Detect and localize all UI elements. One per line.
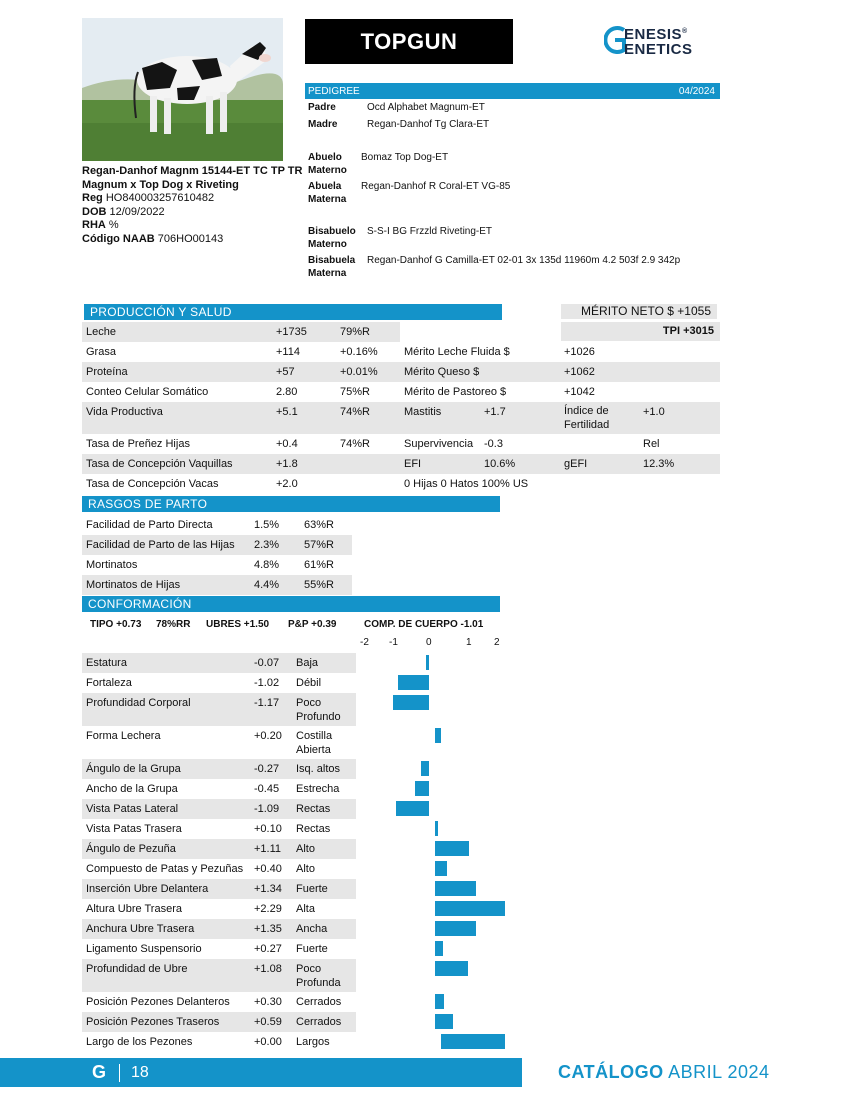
pedigree-label: Bisabuelo <box>308 226 356 237</box>
logo-registered-mark: ® <box>682 28 688 35</box>
axis-tick-label: -2 <box>360 637 369 648</box>
conformation-row <box>82 899 356 919</box>
pedigree-header <box>305 83 720 99</box>
trait-descriptor <box>296 696 341 724</box>
trait-value: +2.29 <box>254 903 282 915</box>
conformation-row <box>82 879 356 899</box>
conformation-row <box>82 693 356 726</box>
pp-summary: P&P +0.39 <box>288 619 337 630</box>
trait-descriptor-line: Baja <box>296 657 319 669</box>
trait-descriptor <box>296 762 340 776</box>
naab-label: Código NAAB <box>82 232 155 245</box>
bull-info-block <box>82 165 307 246</box>
logo-line-1: ENESIS <box>624 26 683 43</box>
trait-descriptor <box>296 656 318 670</box>
page-number: 18 <box>131 1064 149 1081</box>
trait-descriptor <box>296 822 330 836</box>
trait-bar <box>435 921 476 936</box>
trait-bar <box>435 1014 453 1029</box>
trait-bar <box>396 801 429 816</box>
trait-bar <box>435 961 468 976</box>
trait-value: +0.4 <box>276 438 298 450</box>
production-row <box>82 454 720 474</box>
rha-value: % <box>108 219 119 231</box>
trait-descriptor <box>296 962 341 990</box>
trait-reliability: 61%R <box>304 559 334 571</box>
conformation-row <box>82 859 356 879</box>
production-row <box>82 402 720 434</box>
trait-descriptor-line: Rectas <box>296 823 331 835</box>
production-row <box>82 342 720 362</box>
trait-value: +0.20 <box>254 730 282 742</box>
pedigree-label: Madre <box>308 119 338 130</box>
merit-value: +1026 <box>564 346 595 358</box>
conformation-row <box>82 819 356 839</box>
trait-value: +1.34 <box>254 883 282 895</box>
trait-label: Leche <box>86 326 116 338</box>
merit-label: Supervivencia <box>404 438 474 450</box>
trait-descriptor-line: Débil <box>296 677 322 689</box>
trait-value: +1735 <box>276 326 307 338</box>
fertility-value: +1.0 <box>643 406 665 418</box>
trait-label: Tasa de Concepción Vaquillas <box>86 458 233 470</box>
axis-tick-label: 1 <box>466 637 472 648</box>
trait-descriptor <box>296 729 332 757</box>
trait-descriptor <box>296 802 330 816</box>
reg-value: HO840003257610482 <box>105 192 215 204</box>
ubres-summary: UBRES +1.50 <box>206 619 270 630</box>
trait-bar <box>393 695 429 710</box>
trait-label: Forma Lechera <box>86 730 161 742</box>
trait-descriptor-line: Cerrados <box>296 996 342 1008</box>
trait-bar <box>421 761 429 776</box>
pedigree-label-2: Materno <box>308 165 347 176</box>
footer-logo-g: G <box>92 1062 107 1082</box>
trait-label: Profundidad Corporal <box>86 697 191 709</box>
pedigree-title: PEDIGREE <box>308 85 360 97</box>
pedigree-label: Abuelo <box>308 152 342 163</box>
trait-bar <box>435 941 443 956</box>
fertility-index-label <box>564 404 609 432</box>
merit-label: EFI <box>404 458 422 470</box>
trait-reliability: 57%R <box>304 539 334 551</box>
trait-label: Grasa <box>86 346 116 358</box>
dob-label: DOB <box>82 205 107 218</box>
trait-descriptor-line: Costilla <box>296 730 333 742</box>
trait-descriptor-line: Fuerte <box>296 943 328 955</box>
merit-label: Mérito Queso $ <box>404 366 480 378</box>
trait-descriptor-line: Isq. altos <box>296 763 341 775</box>
body-composite-summary: COMP. DE CUERPO -1.01 <box>364 619 484 630</box>
bull-full-name: Regan-Danhof Magnm 15144-ET TC TP TR <box>82 165 303 177</box>
logo-line-2: ENETICS <box>624 41 693 58</box>
trait-reliability: 74%R <box>340 438 370 450</box>
production-row <box>82 362 720 382</box>
conformation-row <box>82 779 356 799</box>
conformation-row <box>82 959 356 992</box>
trait-label: Largo de los Pezones <box>86 1036 193 1048</box>
trait-extra: +0.01% <box>340 366 378 378</box>
trait-descriptor-line: Abierta <box>296 744 331 756</box>
trait-descriptor-line: Alto <box>296 843 315 855</box>
catalog-title-date: ABRIL 2024 <box>668 1062 770 1082</box>
merit-value: +1.7 <box>484 406 506 418</box>
trait-bar <box>435 994 444 1009</box>
pedigree-value: Ocd Alphabet Magnum-ET <box>367 102 485 113</box>
trait-descriptor-line: Alta <box>296 903 315 915</box>
genesis-genetics-logo <box>604 22 714 58</box>
trait-descriptor <box>296 1015 341 1029</box>
pedigree-label: Bisabuela <box>308 255 356 266</box>
trait-descriptor <box>296 862 315 876</box>
trait-value: +114 <box>276 346 300 358</box>
trait-label: Proteína <box>86 366 128 378</box>
calving-row <box>82 575 352 595</box>
footer-divider <box>119 1064 120 1082</box>
calving-section-header: RASGOS DE PARTO <box>82 496 500 512</box>
trait-reliability: 75%R <box>340 386 370 398</box>
bull-rha-line <box>82 219 307 233</box>
trait-label: Inserción Ubre Delantera <box>86 883 209 895</box>
merit-label: Mérito de Pastoreo $ <box>404 386 507 398</box>
trait-value: +0.00 <box>254 1036 282 1048</box>
pedigree-label-2: Materna <box>308 194 347 205</box>
bull-dob-line <box>82 206 307 220</box>
dob-value: 12/09/2022 <box>109 205 165 218</box>
footer-band <box>0 1058 522 1087</box>
daughters-herds-note: 0 Hijas 0 Hatos 100% US <box>404 478 529 490</box>
bull-reg-line <box>82 192 307 206</box>
trait-value: +0.10 <box>254 823 282 835</box>
bull-pedigree-line: Magnum x Top Dog x Riveting <box>82 178 239 191</box>
trait-value: -0.27 <box>254 763 280 775</box>
merit-value: +1062 <box>564 366 595 378</box>
production-row <box>82 434 720 454</box>
production-row <box>82 382 720 402</box>
trait-label: Facilidad de Parto de las Hijas <box>86 539 235 551</box>
reg-label: Reg <box>82 192 103 204</box>
trait-descriptor-line: Poco <box>296 963 322 975</box>
axis-tick-label: 0 <box>426 637 432 648</box>
trait-value: -1.17 <box>254 697 280 709</box>
trait-bar <box>415 781 429 796</box>
conformation-section-header: CONFORMACIÓN <box>82 596 500 612</box>
trait-descriptor-line: Ancha <box>296 923 328 935</box>
conformation-row <box>82 919 356 939</box>
trait-value: +0.59 <box>254 1016 282 1028</box>
trait-descriptor-line: Fuerte <box>296 883 328 895</box>
trait-label: Ligamento Suspensorio <box>86 943 202 955</box>
merit-label: Mastitis <box>404 406 442 418</box>
trait-descriptor-line: Cerrados <box>296 1016 342 1028</box>
trait-value: 4.8% <box>254 559 280 571</box>
trait-value: +1.08 <box>254 963 282 975</box>
trait-value: +1.35 <box>254 923 282 935</box>
conformation-row <box>82 799 356 819</box>
trait-label: Ángulo de la Grupa <box>86 763 181 775</box>
conformation-row <box>82 939 356 959</box>
bull-name-title: TOPGUN <box>305 19 513 64</box>
trait-label: Posición Pezones Delanteros <box>86 996 230 1008</box>
trait-descriptor-line: Estrecha <box>296 783 340 795</box>
merit-value-2: 12.3% <box>643 458 675 470</box>
bull-naab-line <box>82 233 307 247</box>
trait-descriptor <box>296 995 341 1009</box>
calving-row <box>82 515 352 535</box>
trait-label: Mortinatos de Hijas <box>86 579 181 591</box>
rel-label: Rel <box>643 438 660 450</box>
cow-image-icon <box>82 18 283 161</box>
trait-label: Fortaleza <box>86 677 132 689</box>
trait-label: Vista Patas Lateral <box>86 803 179 815</box>
trait-label: Conteo Celular Somático <box>86 386 209 398</box>
trait-bar <box>435 821 438 836</box>
trait-reliability: 55%R <box>304 579 334 591</box>
trait-label: Vista Patas Trasera <box>86 823 182 835</box>
trait-reliability: 79%R <box>340 326 370 338</box>
pedigree-value: S-S-I BG Frzzld Riveting-ET <box>367 226 493 237</box>
trait-bar <box>441 1034 505 1049</box>
conformation-row <box>82 759 356 779</box>
trait-bar <box>398 675 429 690</box>
trait-value: +1.8 <box>276 458 298 470</box>
trait-label: Vida Productiva <box>86 406 163 418</box>
calving-row <box>82 555 352 575</box>
trait-label: Profundidad de Ubre <box>86 963 188 975</box>
production-section-header: PRODUCCIÓN Y SALUD <box>84 304 502 320</box>
trait-descriptor <box>296 1035 330 1049</box>
trait-label: Altura Ubre Trasera <box>86 903 182 915</box>
trait-label: Compuesto de Patas y Pezuñas <box>86 863 244 875</box>
trait-value: 4.4% <box>254 579 280 591</box>
pedigree-date: 04/2024 <box>678 85 715 97</box>
trait-extra: +0.16% <box>340 346 378 358</box>
trait-reliability: 74%R <box>340 406 370 418</box>
trait-label: Tasa de Preñez Hijas <box>86 438 190 450</box>
trait-descriptor <box>296 902 315 916</box>
catalog-title-bold: CATÁLOGO <box>558 1062 664 1082</box>
trait-descriptor <box>296 782 339 796</box>
trait-value: -1.09 <box>254 803 280 815</box>
bull-photo <box>82 18 283 161</box>
trait-bar <box>435 861 447 876</box>
trait-label: Anchura Ubre Trasera <box>86 923 195 935</box>
merit-net-box: MÉRITO NETO $ +1055 <box>561 304 717 319</box>
tipo-reliability: 78%RR <box>156 619 191 630</box>
tpi-box: TPI +3015 <box>561 322 720 341</box>
pedigree-label: Padre <box>308 102 336 113</box>
trait-bar <box>426 655 429 670</box>
trait-value: +5.1 <box>276 406 298 418</box>
trait-descriptor-line: Alto <box>296 863 315 875</box>
trait-label: Facilidad de Parto Directa <box>86 519 213 531</box>
pedigree-value: Bomaz Top Dog-ET <box>361 152 449 163</box>
genesis-g-icon <box>604 24 626 56</box>
trait-value: -1.02 <box>254 677 280 689</box>
trait-value: +1.11 <box>254 843 282 855</box>
naab-value: 706HO00143 <box>157 232 224 245</box>
conformation-row <box>82 653 356 673</box>
trait-value: +0.30 <box>254 996 282 1008</box>
merit-value: 10.6% <box>484 458 516 470</box>
fertility-label-line2: Fertilidad <box>564 419 610 431</box>
merit-value: -0.3 <box>484 438 503 450</box>
trait-value: -0.07 <box>254 657 280 669</box>
conformation-row <box>82 1032 356 1052</box>
trait-descriptor-line: Largos <box>296 1036 330 1048</box>
conformation-row <box>82 673 356 693</box>
trait-descriptor <box>296 842 315 856</box>
pedigree-value: Regan-Danhof G Camilla-ET 02-01 3x 135d 11960m 4.2 503f 2.9 342p <box>367 255 681 266</box>
trait-value: 2.3% <box>254 539 280 551</box>
trait-label: Mortinatos <box>86 559 138 571</box>
conformation-row <box>82 839 356 859</box>
trait-descriptor <box>296 922 327 936</box>
trait-descriptor-line: Profundo <box>296 711 341 723</box>
trait-descriptor <box>296 942 328 956</box>
conformation-row <box>82 1012 356 1032</box>
trait-label: Tasa de Concepción Vacas <box>86 478 219 490</box>
trait-descriptor-line: Rectas <box>296 803 331 815</box>
production-row <box>82 474 720 494</box>
pedigree-value: Regan-Danhof R Coral-ET VG-85 <box>361 181 511 192</box>
trait-bar <box>435 728 441 743</box>
merit-label: Mérito Leche Fluida $ <box>404 346 510 358</box>
trait-bar <box>435 881 476 896</box>
trait-value: +0.27 <box>254 943 282 955</box>
trait-value: -0.45 <box>254 783 280 795</box>
conformation-row <box>82 992 356 1012</box>
trait-label: Ángulo de Pezuña <box>86 843 176 855</box>
trait-bar <box>435 841 469 856</box>
fertility-label-line1: Índice de <box>564 405 609 417</box>
pedigree-value: Regan-Danhof Tg Clara-ET <box>367 119 490 130</box>
pedigree-label: Abuela <box>308 181 342 192</box>
rha-label: RHA <box>82 219 106 231</box>
trait-label: Ancho de la Grupa <box>86 783 178 795</box>
trait-label: Posición Pezones Traseros <box>86 1016 220 1028</box>
trait-descriptor <box>296 676 321 690</box>
conformation-row <box>82 726 356 759</box>
trait-descriptor <box>296 882 328 896</box>
trait-label: Estatura <box>86 657 127 669</box>
merit-value: +1042 <box>564 386 595 398</box>
catalog-title <box>558 1062 770 1083</box>
tipo-summary: TIPO +0.73 <box>90 619 142 630</box>
trait-reliability: 63%R <box>304 519 334 531</box>
pedigree-label-2: Materno <box>308 239 347 250</box>
trait-value: 2.80 <box>276 386 298 398</box>
axis-tick-label: -1 <box>389 637 398 648</box>
trait-descriptor-line: Poco <box>296 697 322 709</box>
trait-value: +57 <box>276 366 295 378</box>
merit-label-2: gEFI <box>564 458 588 470</box>
trait-value: +2.0 <box>276 478 298 490</box>
trait-value: 1.5% <box>254 519 280 531</box>
calving-row <box>82 535 352 555</box>
trait-bar <box>435 901 505 916</box>
pedigree-label-2: Materna <box>308 268 347 279</box>
trait-descriptor-line: Profunda <box>296 977 341 989</box>
trait-value: +0.40 <box>254 863 282 875</box>
axis-tick-label: 2 <box>494 637 500 648</box>
production-row <box>82 322 400 342</box>
